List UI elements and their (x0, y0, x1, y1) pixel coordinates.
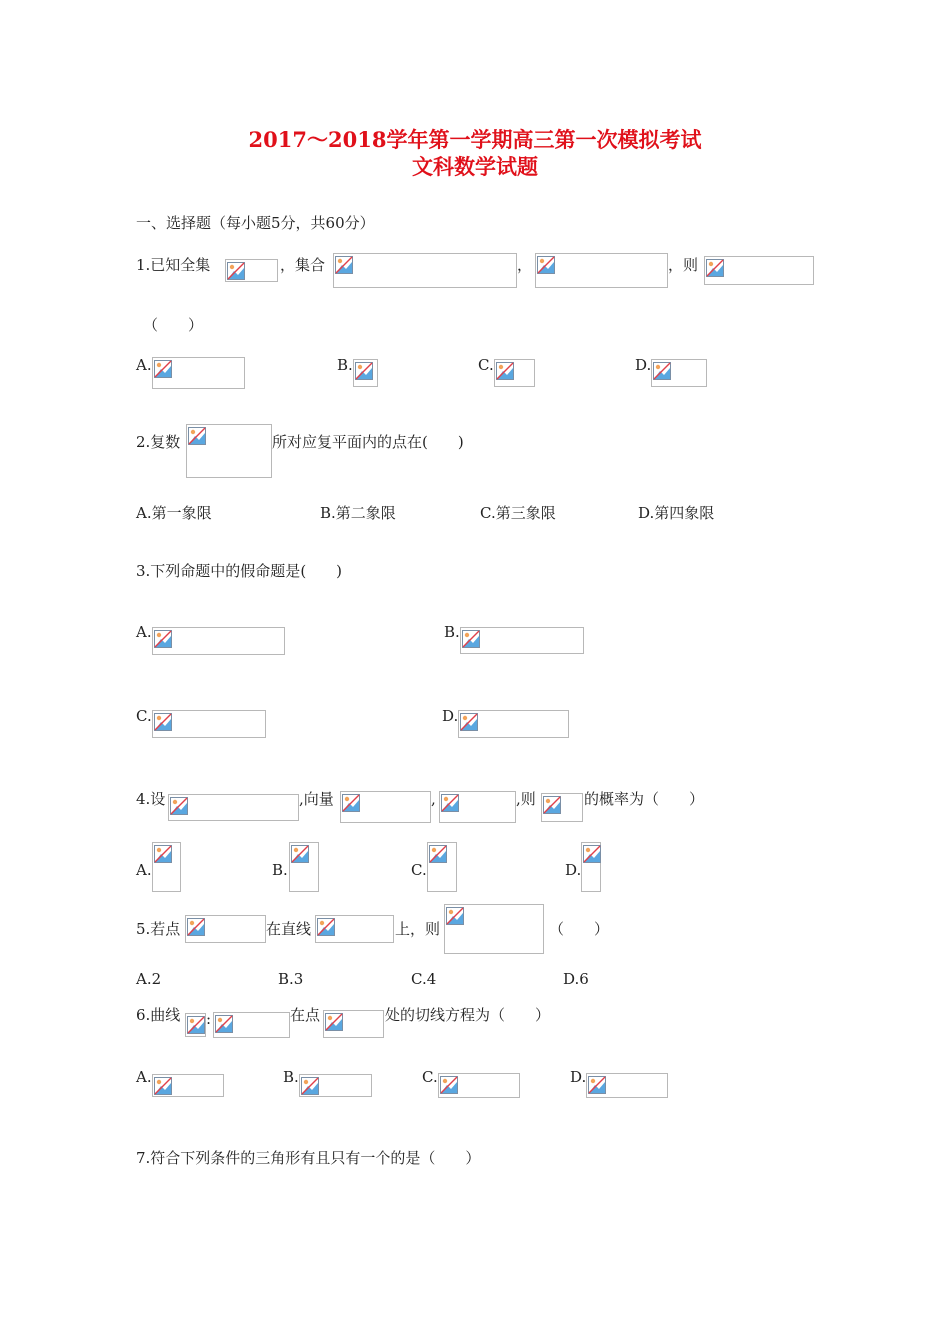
q6-text-1: 6.曲线 (136, 1006, 181, 1024)
q3-text: 3.下列命题中的假命题是( ) (136, 562, 343, 580)
formula-image (333, 253, 517, 288)
q6-text-3: 在点 (290, 1006, 321, 1024)
q6-option-d: D. (570, 1068, 587, 1086)
q4-option-d: D. (565, 861, 582, 879)
q5-option-d: D.6 (563, 970, 589, 988)
formula-image (185, 1013, 206, 1037)
q3-option-a: A. (136, 623, 152, 641)
formula-image (299, 1074, 372, 1097)
formula-image (152, 357, 245, 389)
formula-image (289, 842, 319, 892)
q3-option-c: C. (136, 707, 152, 725)
q1-option-c: C. (478, 356, 494, 374)
q2-option-b: B.第二象限 (320, 504, 396, 522)
q1-text-1: 1.已知全集 (136, 256, 211, 274)
formula-image (586, 1073, 668, 1098)
q4-text-4: ,则 (516, 790, 536, 808)
formula-image (535, 253, 668, 288)
q5-option-c: C.4 (411, 970, 437, 988)
formula-image (704, 256, 814, 285)
exam-title: 2017～2018学年第一学期高三第一次模拟考试 (248, 127, 702, 152)
formula-image (152, 627, 285, 655)
q2-option-c: C.第三象限 (480, 504, 556, 522)
q4-option-a: A. (136, 861, 152, 879)
q4-text-1: 4.设 (136, 790, 166, 808)
q5-text-3: 上，则 (395, 920, 441, 938)
formula-image (340, 791, 431, 823)
formula-image (186, 424, 272, 478)
q5-option-b: B.3 (278, 970, 304, 988)
formula-image (651, 359, 707, 387)
q4-option-b: B. (272, 861, 288, 879)
q3-option-d: D. (442, 707, 459, 725)
q1-option-b: B. (337, 356, 353, 374)
q2-text-2: 所对应复平面内的点在( ) (272, 433, 464, 451)
q2-option-d: D.第四象限 (638, 504, 715, 522)
q1-text-2: ，集合 (280, 256, 326, 274)
q5-paren: （ ） (549, 920, 610, 938)
q1-option-d: D. (635, 356, 652, 374)
formula-image (353, 359, 378, 387)
q6-text-4: 处的切线方程为（ ） (385, 1006, 551, 1024)
formula-image (439, 791, 516, 823)
q6-option-b: B. (283, 1068, 299, 1086)
q6-option-c: C. (422, 1068, 438, 1086)
formula-image (213, 1012, 290, 1038)
q1-text-4: ，则 (668, 256, 699, 274)
formula-image (427, 842, 457, 892)
q1-option-a: A. (136, 356, 152, 374)
q2-option-a: A.第一象限 (136, 504, 212, 522)
q6-text-2: : (206, 1010, 212, 1028)
formula-image (152, 842, 181, 892)
formula-image (438, 1073, 520, 1098)
q4-text-2: ,向量 (299, 790, 334, 808)
q1-text-3: ， (517, 256, 533, 274)
q4-text-3: , (431, 790, 436, 808)
section-heading: 一、选择题（每小题5分，共60分） (136, 214, 375, 232)
formula-image (458, 710, 569, 738)
formula-image (494, 359, 535, 387)
q4-option-c: C. (411, 861, 427, 879)
q5-option-a: A.2 (136, 970, 162, 988)
q5-text-1: 5.若点 (136, 920, 181, 938)
formula-image (185, 915, 266, 943)
exam-subtitle: 文科数学试题 (412, 154, 538, 179)
formula-image (581, 842, 601, 892)
formula-image (152, 1074, 224, 1097)
q7-text: 7.符合下列条件的三角形有且只有一个的是（ ） (136, 1149, 481, 1167)
formula-image (152, 710, 266, 738)
q2-text-1: 2.复数 (136, 433, 181, 451)
q6-option-a: A. (136, 1068, 152, 1086)
q3-option-b: B. (444, 623, 460, 641)
formula-image (225, 259, 278, 282)
formula-image (444, 904, 544, 954)
formula-image (168, 794, 299, 821)
q1-paren: （ ） (143, 316, 204, 334)
formula-image (323, 1010, 384, 1038)
formula-image (541, 793, 583, 822)
q4-text-5: 的概率为（ ） (584, 790, 705, 808)
formula-image (315, 915, 394, 943)
q5-text-2: 在直线 (266, 920, 312, 938)
formula-image (460, 627, 584, 654)
